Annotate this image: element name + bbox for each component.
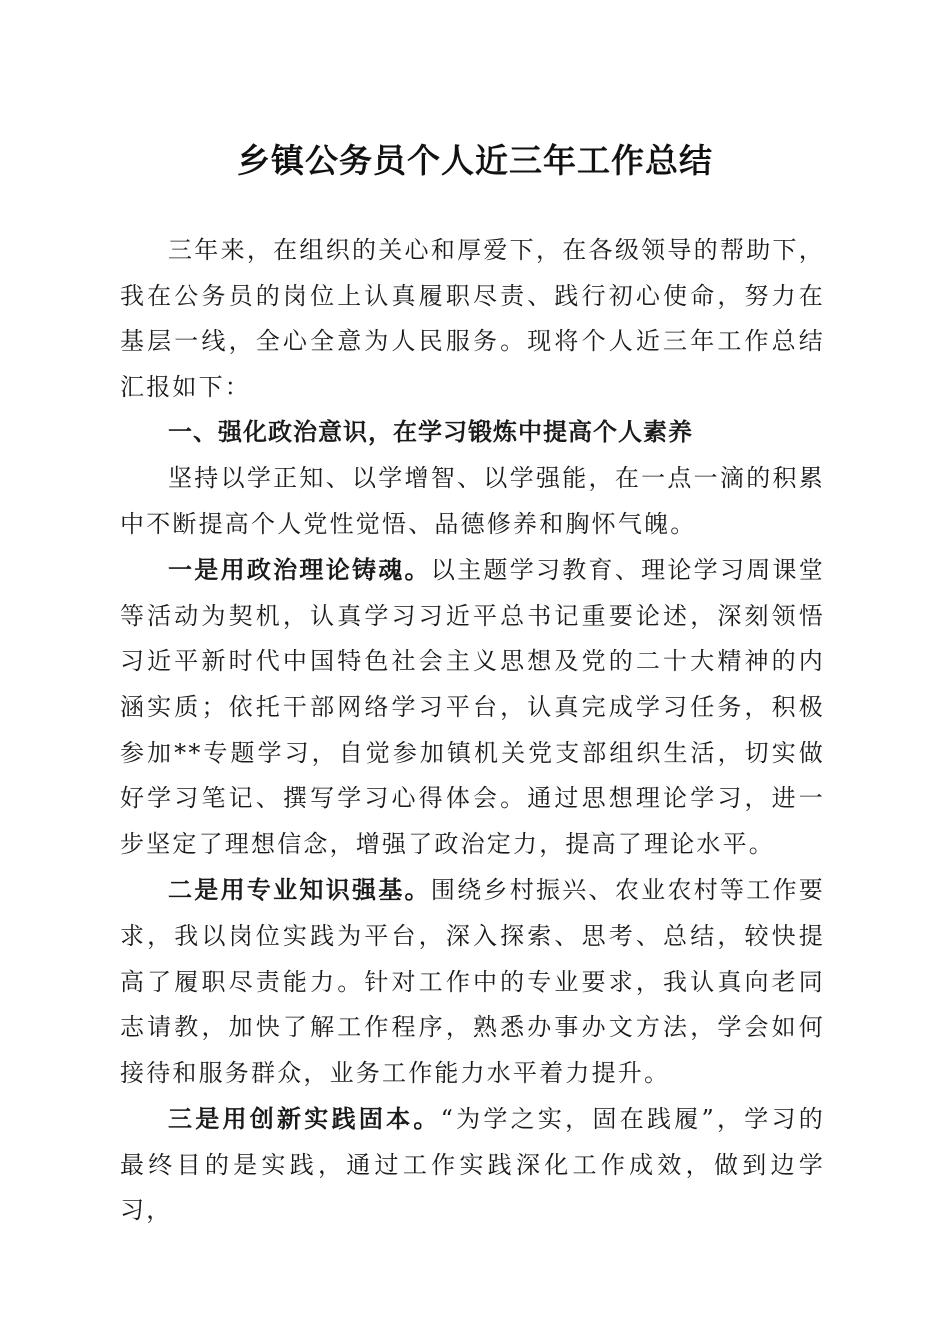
item-paragraph-3 bbox=[120, 1096, 825, 1234]
item-text-2: 围绕乡村振兴、农业农村等工作要求，我以岗位实践为平台，深入探索、思考、总结，较快提高了履职尽责能力。针对工作中的专业要求，我认真向老同志请教，加快了解工作程序，熟悉办事办文方法，学会如何接待和服务群众，业务工作能力水平着力提升。 bbox=[120, 876, 826, 1087]
section-heading: 一、强化政治意识，在学习锻炼中提高个人素养 bbox=[168, 418, 693, 447]
item-lead-2: 二是用专业知识强基。 bbox=[168, 875, 431, 905]
intro-paragraph: 三年来，在组织的关心和厚爱下，在各级领导的帮助下，我在公务员的岗位上认真履职尽责、践行初心使命，努力在基层一线，全心全意为人民服务。现将个人近三年工作总结汇报如下： bbox=[120, 236, 825, 401]
item-paragraph-1 bbox=[120, 547, 825, 867]
item-paragraph-2 bbox=[120, 867, 825, 1096]
item-text-3: “为学之实，固在践履”，学习的最终目的是实践，通过工作实践深化工作成效，做到边学习， bbox=[120, 1105, 825, 1225]
item-lead-3: 三是用创新实践固本。 bbox=[168, 1104, 441, 1134]
item-lead-1: 一是用政治理论铸魂。 bbox=[168, 555, 431, 585]
section-intro-paragraph: 坚持以学正知、以学增智、以学强能，在一点一滴的积累中不断提高个人党性觉悟、品德修养和胸怀气魄。 bbox=[120, 463, 825, 538]
item-text-1: 以主题学习教育、理论学习周课堂等活动为契机，认真学习习近平总书记重要论述，深刻领悟习近平新时代中国特色社会主义思想及党的二十大精神的内涵实质；依托干部网络学习平台，认真完成学习任务，积极参加**专题学习，自觉参加镇机关党支部组织生活，切实做好学习笔记、撰写学习心得体会。通过思想理论学习，进一步坚定了理想信念，增强了政治定力，提高了理论水平。 bbox=[120, 556, 826, 858]
document-body bbox=[120, 228, 825, 1234]
page-title: 乡镇公务员个人近三年工作总结 bbox=[237, 141, 713, 180]
